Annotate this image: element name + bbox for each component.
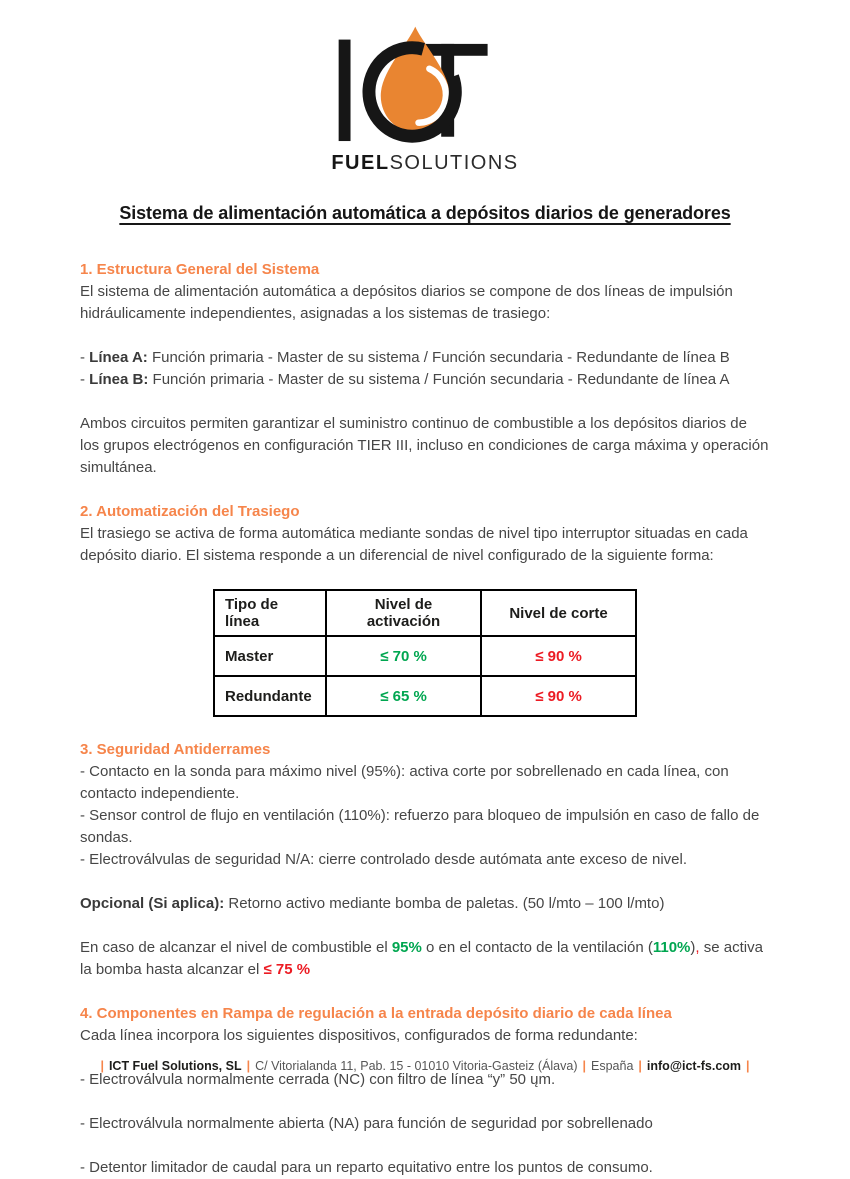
- section-heading: 2. Automatización del Trasiego: [80, 503, 300, 520]
- country: España: [591, 1059, 634, 1073]
- text-run: Retorno activo mediante bomba de paletas. (50 l/mto – 100 l/mto): [224, 895, 665, 912]
- table-header-cell: Nivel de corte: [481, 590, 636, 636]
- separator: |: [746, 1059, 750, 1073]
- text-run: 95%: [391, 939, 422, 956]
- text-run: En caso de alcanzar el nivel de combustible el: [80, 939, 392, 956]
- row-label-cell: Master: [214, 636, 326, 676]
- paragraph: [80, 761, 770, 871]
- ict-logo-icon: [322, 18, 528, 154]
- table-row: [214, 676, 636, 716]
- separator: |: [100, 1059, 104, 1073]
- paragraph: [80, 347, 770, 391]
- text-run: ≤ 75 %: [263, 961, 311, 978]
- paragraph: [80, 937, 770, 981]
- separator: |: [582, 1059, 586, 1073]
- text-run: - Electroválvula normalmente abierta (NA) para función de seguridad por sobrellenado: [80, 1115, 653, 1132]
- level-table: [213, 589, 637, 717]
- section-heading: 3. Seguridad Antiderrames: [80, 741, 271, 758]
- text-run: - Electroválvulas de seguridad N/A: cierre controlado desde autómata ante exceso de nivel.: [80, 851, 688, 868]
- logo-wordmark: [80, 152, 770, 175]
- value-cell: ≤ 90 %: [481, 636, 636, 676]
- content: [80, 259, 770, 1179]
- text-run: -: [80, 371, 90, 388]
- text-run: 110%: [652, 939, 691, 956]
- table-header-row: [214, 590, 636, 636]
- paragraph: [80, 523, 770, 567]
- text-run: ,: [695, 939, 700, 956]
- paragraph: [80, 1113, 770, 1135]
- table-row: [214, 636, 636, 676]
- text-run: Opcional (Si aplica):: [80, 895, 225, 912]
- text-run: Cada línea incorpora los siguientes dispositivos, configurados de forma redundante:: [80, 1027, 638, 1044]
- text-run: ): [690, 939, 696, 956]
- company-name: ICT Fuel Solutions, SL: [108, 1059, 242, 1073]
- text-run: El trasiego se activa de forma automática mediante sondas de nivel tipo interruptor situadas en cada depósito diario. El sistema responde a un diferencial de nivel configurado de la siguiente forma:: [80, 525, 748, 564]
- paragraph: [80, 281, 770, 325]
- table-header-cell: Tipo de línea: [214, 590, 326, 636]
- section-heading: 1. Estructura General del Sistema: [80, 261, 320, 278]
- row-label-cell: Redundante: [214, 676, 326, 716]
- separator: |: [638, 1059, 642, 1073]
- logo-word-fuel: FUEL: [331, 152, 390, 174]
- text-run: se activa la bomba hasta alcanzar el: [80, 939, 763, 978]
- text-run: Línea A:: [89, 349, 148, 366]
- table-header-cell: Nivel de activación: [326, 590, 481, 636]
- paragraph: [80, 893, 770, 915]
- text-run: o en el contacto de la ventilación (: [421, 939, 653, 956]
- text-run: Línea B:: [89, 371, 149, 388]
- separator: |: [246, 1059, 251, 1073]
- document-title: Sistema de alimentación automática a depósitos diarios de generadores: [119, 203, 731, 223]
- address: C/ Vitorialanda 11, Pab. 15 - 01010 Vitoria-Gasteiz (Álava): [255, 1059, 578, 1073]
- text-run: -: [80, 349, 90, 366]
- section-heading: 4. Componentes en Rampa de regulación a la entrada depósito diario de cada línea: [80, 1005, 672, 1022]
- text-run: El sistema de alimentación automática a depósitos diarios se compone de dos líneas de impulsión hidráulicamente independientes, asignadas a los sistemas de trasiego:: [80, 283, 733, 322]
- logo-word-solutions: SOLUTIONS: [389, 152, 519, 174]
- text-run: - Sensor control de flujo en ventilación (110%): refuerzo para bloqueo de impulsión en caso de fallo de sondas.: [80, 807, 760, 846]
- paragraph: [80, 413, 770, 479]
- text-run: - Contacto en la sonda para máximo nivel (95%): activa corte por sobrellenado en cada línea, con contacto independiente.: [80, 763, 729, 802]
- value-cell: ≤ 90 %: [481, 676, 636, 716]
- text-run: Función primaria - Master de su sistema / Función secundaria - Redundante de línea B: [147, 349, 730, 366]
- paragraph: [80, 1157, 770, 1179]
- logo: [80, 18, 770, 175]
- value-cell: ≤ 70 %: [326, 636, 481, 676]
- text-run: Ambos circuitos permiten garantizar el suministro continuo de combustible a los depósitos diarios de los grupos electrógenos en configuración TIER III, incluso en condiciones de carga máxima y operación simultánea.: [80, 415, 769, 476]
- text-run: Función primaria - Master de su sistema / Función secundaria - Redundante de línea A: [148, 371, 730, 388]
- paragraph: [80, 1025, 770, 1047]
- value-cell: ≤ 65 %: [326, 676, 481, 716]
- footer: [0, 1058, 850, 1074]
- text-run: - Detentor limitador de caudal para un reparto equitativo entre los puntos de consumo.: [80, 1159, 653, 1176]
- text-run: - Electroválvula normalmente cerrada (NC) con filtro de línea “y” 50 ųm.: [80, 1071, 556, 1088]
- email: info@ict-fs.com: [646, 1059, 742, 1073]
